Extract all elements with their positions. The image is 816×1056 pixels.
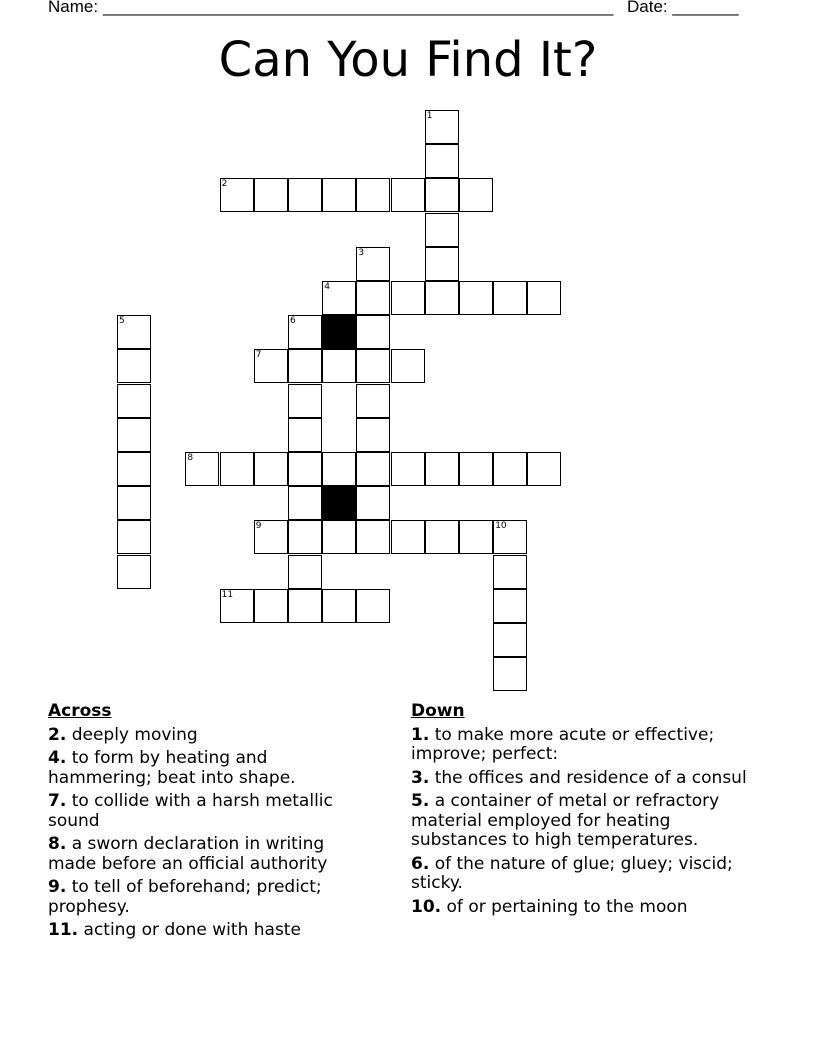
- down-clue: [411, 792, 761, 851]
- clue-number: 8.: [48, 834, 67, 854]
- name-blank[interactable]: ______________________________________________________: [102, 0, 614, 16]
- clue-text: of the nature of glue; gluey; viscid; sticky.: [411, 853, 733, 893]
- clue-number: 2: [221, 179, 228, 190]
- grid-cell[interactable]: [391, 178, 425, 212]
- clue-number: 9: [255, 521, 262, 532]
- grid-cell[interactable]: [117, 555, 151, 589]
- across-clue: [48, 835, 368, 874]
- grid-cell[interactable]: [254, 349, 288, 383]
- grid-cell[interactable]: [527, 452, 561, 486]
- clue-number: 1: [426, 111, 433, 121]
- grid-cell[interactable]: [117, 384, 151, 418]
- grid-cell[interactable]: [356, 281, 390, 315]
- clue-number: 10.: [411, 896, 442, 917]
- grid-cell[interactable]: [425, 213, 459, 247]
- grid-cell[interactable]: [425, 520, 459, 554]
- grid-cell[interactable]: [493, 520, 527, 554]
- grid-cell[interactable]: [288, 178, 322, 212]
- grid-cell[interactable]: [288, 486, 322, 520]
- grid-cell[interactable]: [117, 452, 151, 486]
- grid-cell[interactable]: [356, 349, 390, 383]
- grid-cell[interactable]: [356, 247, 390, 281]
- clue-number: 5: [119, 316, 125, 327]
- across-clue: [48, 749, 368, 788]
- clue-text: acting or done with haste: [83, 920, 301, 940]
- grid-cell[interactable]: [322, 452, 356, 486]
- grid-cell[interactable]: [117, 418, 151, 452]
- clue-text: the offices and residence of a consul: [434, 767, 747, 788]
- grid-cell[interactable]: [356, 384, 390, 418]
- clue-number: 1.: [411, 724, 430, 745]
- grid-cell[interactable]: [425, 247, 459, 281]
- grid-cell[interactable]: [356, 315, 390, 349]
- clue-number: 2.: [48, 724, 67, 745]
- grid-cell[interactable]: [493, 555, 527, 589]
- clue-text: a container of metal or refractory material employed for heating substances to high temperatures.: [411, 791, 720, 850]
- grid-cell[interactable]: [459, 452, 493, 486]
- grid-cell[interactable]: [459, 178, 493, 212]
- grid-cell[interactable]: [185, 452, 219, 486]
- clue-text: deeply moving: [71, 724, 198, 745]
- down-clue: [411, 898, 761, 918]
- across-clue: [48, 921, 368, 941]
- clue-number: 6.: [411, 853, 430, 874]
- grid-cell[interactable]: [254, 452, 288, 486]
- grid-cell[interactable]: [117, 349, 151, 383]
- grid-cell[interactable]: [322, 281, 356, 315]
- black-square: [322, 315, 356, 349]
- grid-cell[interactable]: [254, 520, 288, 554]
- grid-cell[interactable]: [459, 520, 493, 554]
- clue-number: 7.: [48, 791, 67, 811]
- grid-cell[interactable]: [288, 520, 322, 554]
- down-clue: [411, 769, 761, 789]
- grid-cell[interactable]: [493, 281, 527, 315]
- grid-cell[interactable]: [288, 418, 322, 452]
- grid-cell[interactable]: [356, 178, 390, 212]
- grid-cell[interactable]: [425, 452, 459, 486]
- grid-cell[interactable]: [117, 315, 151, 349]
- clue-text: to collide with a harsh metallic sound: [48, 791, 333, 831]
- grid-cell[interactable]: [254, 589, 288, 623]
- grid-cell[interactable]: [117, 486, 151, 520]
- grid-cell[interactable]: [288, 384, 322, 418]
- page-title: Can You Find It?: [218, 32, 598, 88]
- grid-cell[interactable]: [493, 452, 527, 486]
- across-clue-list: [48, 726, 368, 941]
- black-square: [322, 486, 356, 520]
- grid-cell[interactable]: [425, 144, 459, 178]
- grid-cell[interactable]: [254, 178, 288, 212]
- clue-number: 6: [290, 316, 296, 327]
- clue-number: 9.: [48, 877, 67, 897]
- grid-cell[interactable]: [220, 452, 254, 486]
- clue-text: of or pertaining to the moon: [446, 896, 688, 917]
- clue-number: 3: [358, 247, 365, 258]
- clue-number: 4: [324, 282, 330, 292]
- clue-text: to tell of beforehand; predict; prophesy.: [48, 877, 322, 917]
- clue-number: 4.: [48, 748, 67, 768]
- down-section: [411, 702, 761, 921]
- grid-cell[interactable]: [493, 657, 527, 691]
- grid-cell[interactable]: [288, 589, 322, 623]
- grid-cell[interactable]: [527, 281, 561, 315]
- grid-cell[interactable]: [391, 520, 425, 554]
- clue-number: 7: [255, 350, 262, 361]
- across-clue: [48, 726, 368, 746]
- clue-number: 10: [495, 521, 507, 532]
- clue-text: to form by heating and hammering; beat into shape.: [48, 748, 296, 788]
- date-label: Date:: [627, 0, 668, 16]
- across-section: [48, 702, 368, 945]
- grid-cell[interactable]: [391, 281, 425, 315]
- grid-cell[interactable]: [356, 486, 390, 520]
- clue-number: 11: [221, 589, 234, 600]
- grid-cell[interactable]: [356, 520, 390, 554]
- grid-cell[interactable]: [117, 520, 151, 554]
- grid-cell[interactable]: [322, 178, 356, 212]
- grid-cell[interactable]: [220, 589, 254, 623]
- grid-cell[interactable]: [425, 178, 459, 212]
- grid-cell[interactable]: [288, 315, 322, 349]
- grid-cell[interactable]: [391, 452, 425, 486]
- clue-text: a sworn declaration in writing made before an official authority: [48, 834, 328, 874]
- grid-cell[interactable]: [288, 349, 322, 383]
- down-clue-list: [411, 726, 761, 918]
- grid-cell[interactable]: [288, 452, 322, 486]
- grid-cell[interactable]: [391, 349, 425, 383]
- across-clue: [48, 792, 368, 831]
- grid-cell[interactable]: [493, 589, 527, 623]
- clue-number: 11.: [48, 920, 79, 940]
- down-heading: Down: [411, 701, 465, 721]
- down-clue: [411, 726, 761, 765]
- grid-cell[interactable]: [322, 520, 356, 554]
- clue-number: 8: [187, 453, 194, 463]
- grid-cell[interactable]: [356, 452, 390, 486]
- across-clue: [48, 878, 368, 917]
- grid-cell[interactable]: [356, 589, 390, 623]
- grid-cell[interactable]: [493, 623, 527, 657]
- clue-number: 5.: [411, 791, 430, 811]
- grid-cell[interactable]: [356, 418, 390, 452]
- grid-cell[interactable]: [459, 281, 493, 315]
- grid-cell[interactable]: [425, 281, 459, 315]
- grid-cell[interactable]: [288, 555, 322, 589]
- grid-cell[interactable]: [425, 110, 459, 144]
- name-label: Name:: [48, 0, 99, 16]
- down-clue: [411, 855, 761, 894]
- grid-cell[interactable]: [322, 349, 356, 383]
- grid-cell[interactable]: [220, 178, 254, 212]
- clue-number: 3.: [411, 767, 430, 788]
- clue-text: to make more acute or effective; improve; perfect:: [411, 724, 715, 764]
- date-blank[interactable]: _______: [672, 0, 739, 16]
- across-heading: Across: [48, 701, 112, 721]
- grid-cell[interactable]: [322, 589, 356, 623]
